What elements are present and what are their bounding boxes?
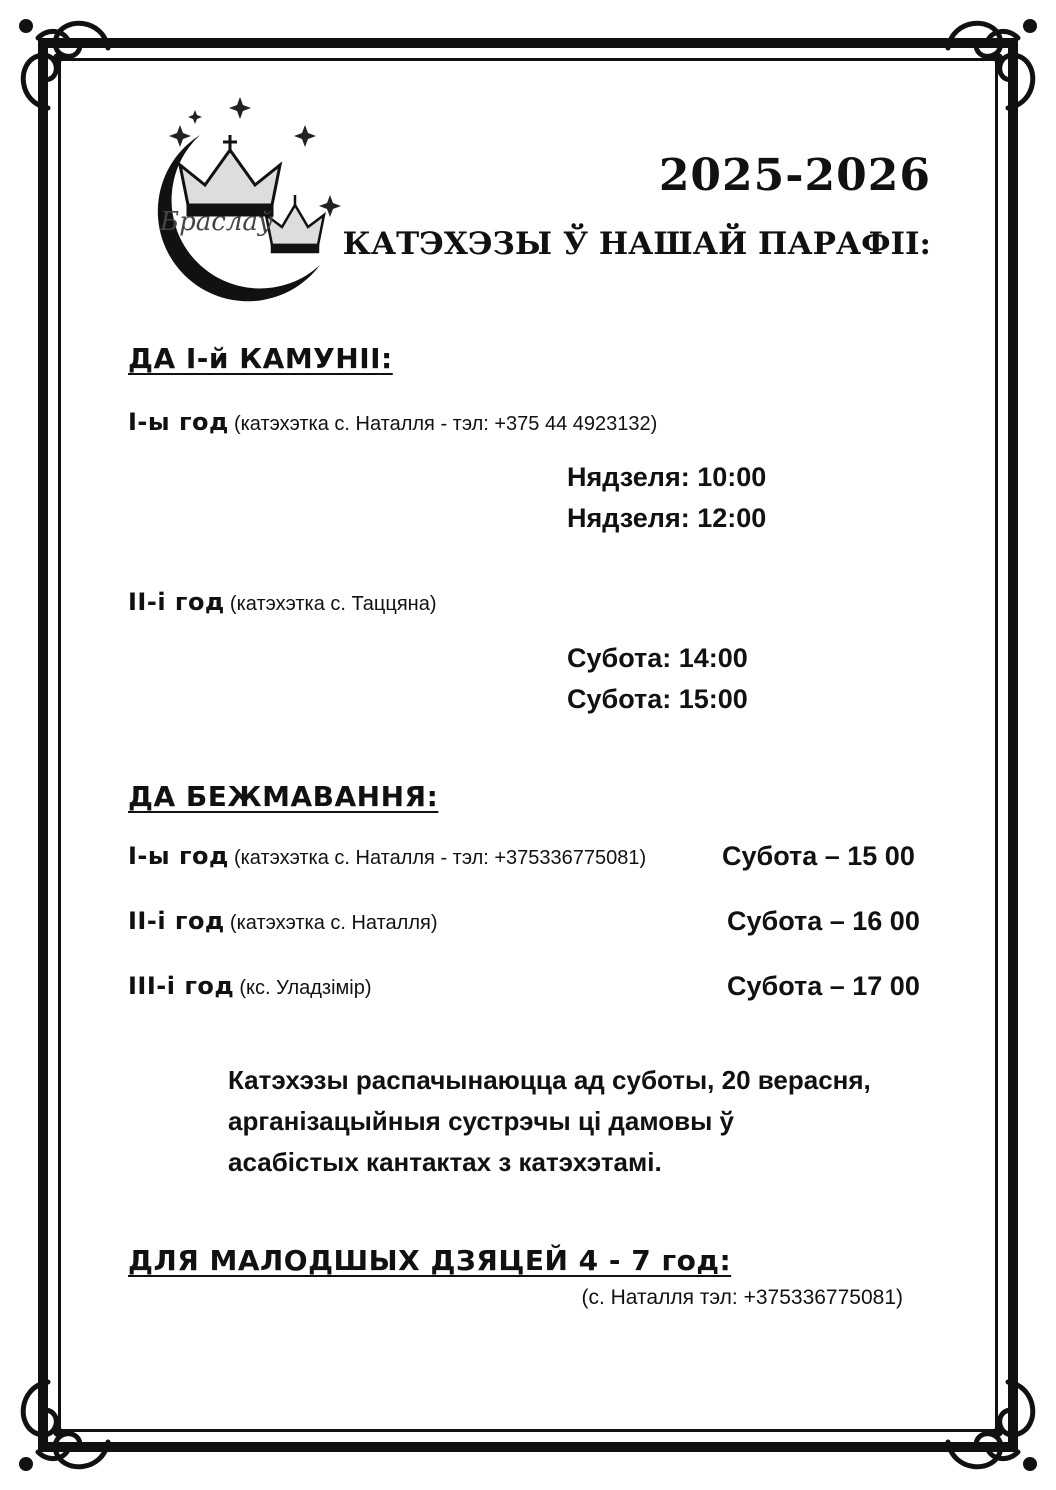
communion-year2-row [128, 588, 437, 616]
crown-small-icon [266, 195, 324, 252]
logo-text: Браслаў [160, 207, 273, 237]
communion-year1-note: (катэхэтка с. Наталля - тэл: +375 44 4923132) [233, 413, 658, 435]
communion-year1-row [128, 408, 657, 436]
school-year: 2025-2026 [658, 150, 931, 201]
ornament-corner-bottom-left [8, 1372, 118, 1482]
confirmation-year3-time: Субота – 17 00 [727, 971, 920, 1001]
page-title: КАТЭХЭЗЫ Ў НАШАЙ ПАРАФІІ: [342, 226, 931, 262]
communion-year1-time-1: Нядзеля: 10:00 [567, 462, 767, 492]
ornament-corner-top-left [8, 8, 118, 118]
announcement-line-1: Катэхэзы распачынаюцца ад суботы, 20 верасня, [228, 1065, 871, 1095]
communion-year2-time-2: Субота: 15:00 [567, 684, 748, 714]
section-heading-communion: ДА І-й КАМУНІІ: [128, 342, 393, 375]
section-heading-confirmation: ДА БЕЖМАВАННЯ: [128, 780, 439, 813]
section-heading-children: ДЛЯ МАЛОДШЫХ ДЗЯЦЕЙ 4 - 7 год: [128, 1244, 732, 1277]
announcement-line-3: асабістых кантактах з катэхэтамі. [228, 1147, 662, 1177]
communion-year2-note: (катэхэтка с. Таццяна) [229, 593, 437, 615]
announcement-line-2: арганізацыйныя сустрэчы ці дамовы ў [228, 1106, 734, 1136]
confirmation-row [128, 842, 646, 870]
confirmation-year1-label: І-ы год [128, 842, 229, 870]
confirmation-year2-label: ІІ-і год [128, 907, 225, 935]
communion-year2-time-1: Субота: 14:00 [567, 643, 748, 673]
confirmation-year3-label: ІІІ-і год [128, 972, 235, 1000]
start-announcement [228, 1060, 948, 1183]
ornament-corner-bottom-right [938, 1372, 1048, 1482]
confirmation-year1-time: Субота – 15 00 [722, 841, 915, 871]
communion-year1-time-2: Нядзеля: 12:00 [567, 503, 767, 533]
crown-large-icon [180, 135, 280, 215]
communion-year1-label: І-ы год [128, 408, 229, 436]
children-contact: (с. Наталля тэл: +375336775081) [581, 1286, 903, 1309]
confirmation-year2-note: (катэхэтка с. Наталля) [229, 912, 438, 934]
confirmation-year1-note: (катэхэтка с. Наталля - тэл: +375336775081) [233, 847, 647, 869]
confirmation-year2-time: Субота – 16 00 [727, 906, 920, 936]
confirmation-row [128, 972, 372, 1000]
confirmation-year3-note: (кс. Уладзімір) [239, 977, 372, 999]
parish-logo [130, 95, 350, 315]
confirmation-row [128, 907, 438, 935]
ornament-corner-top-right [938, 8, 1048, 118]
communion-year2-label: ІІ-і год [128, 588, 225, 616]
